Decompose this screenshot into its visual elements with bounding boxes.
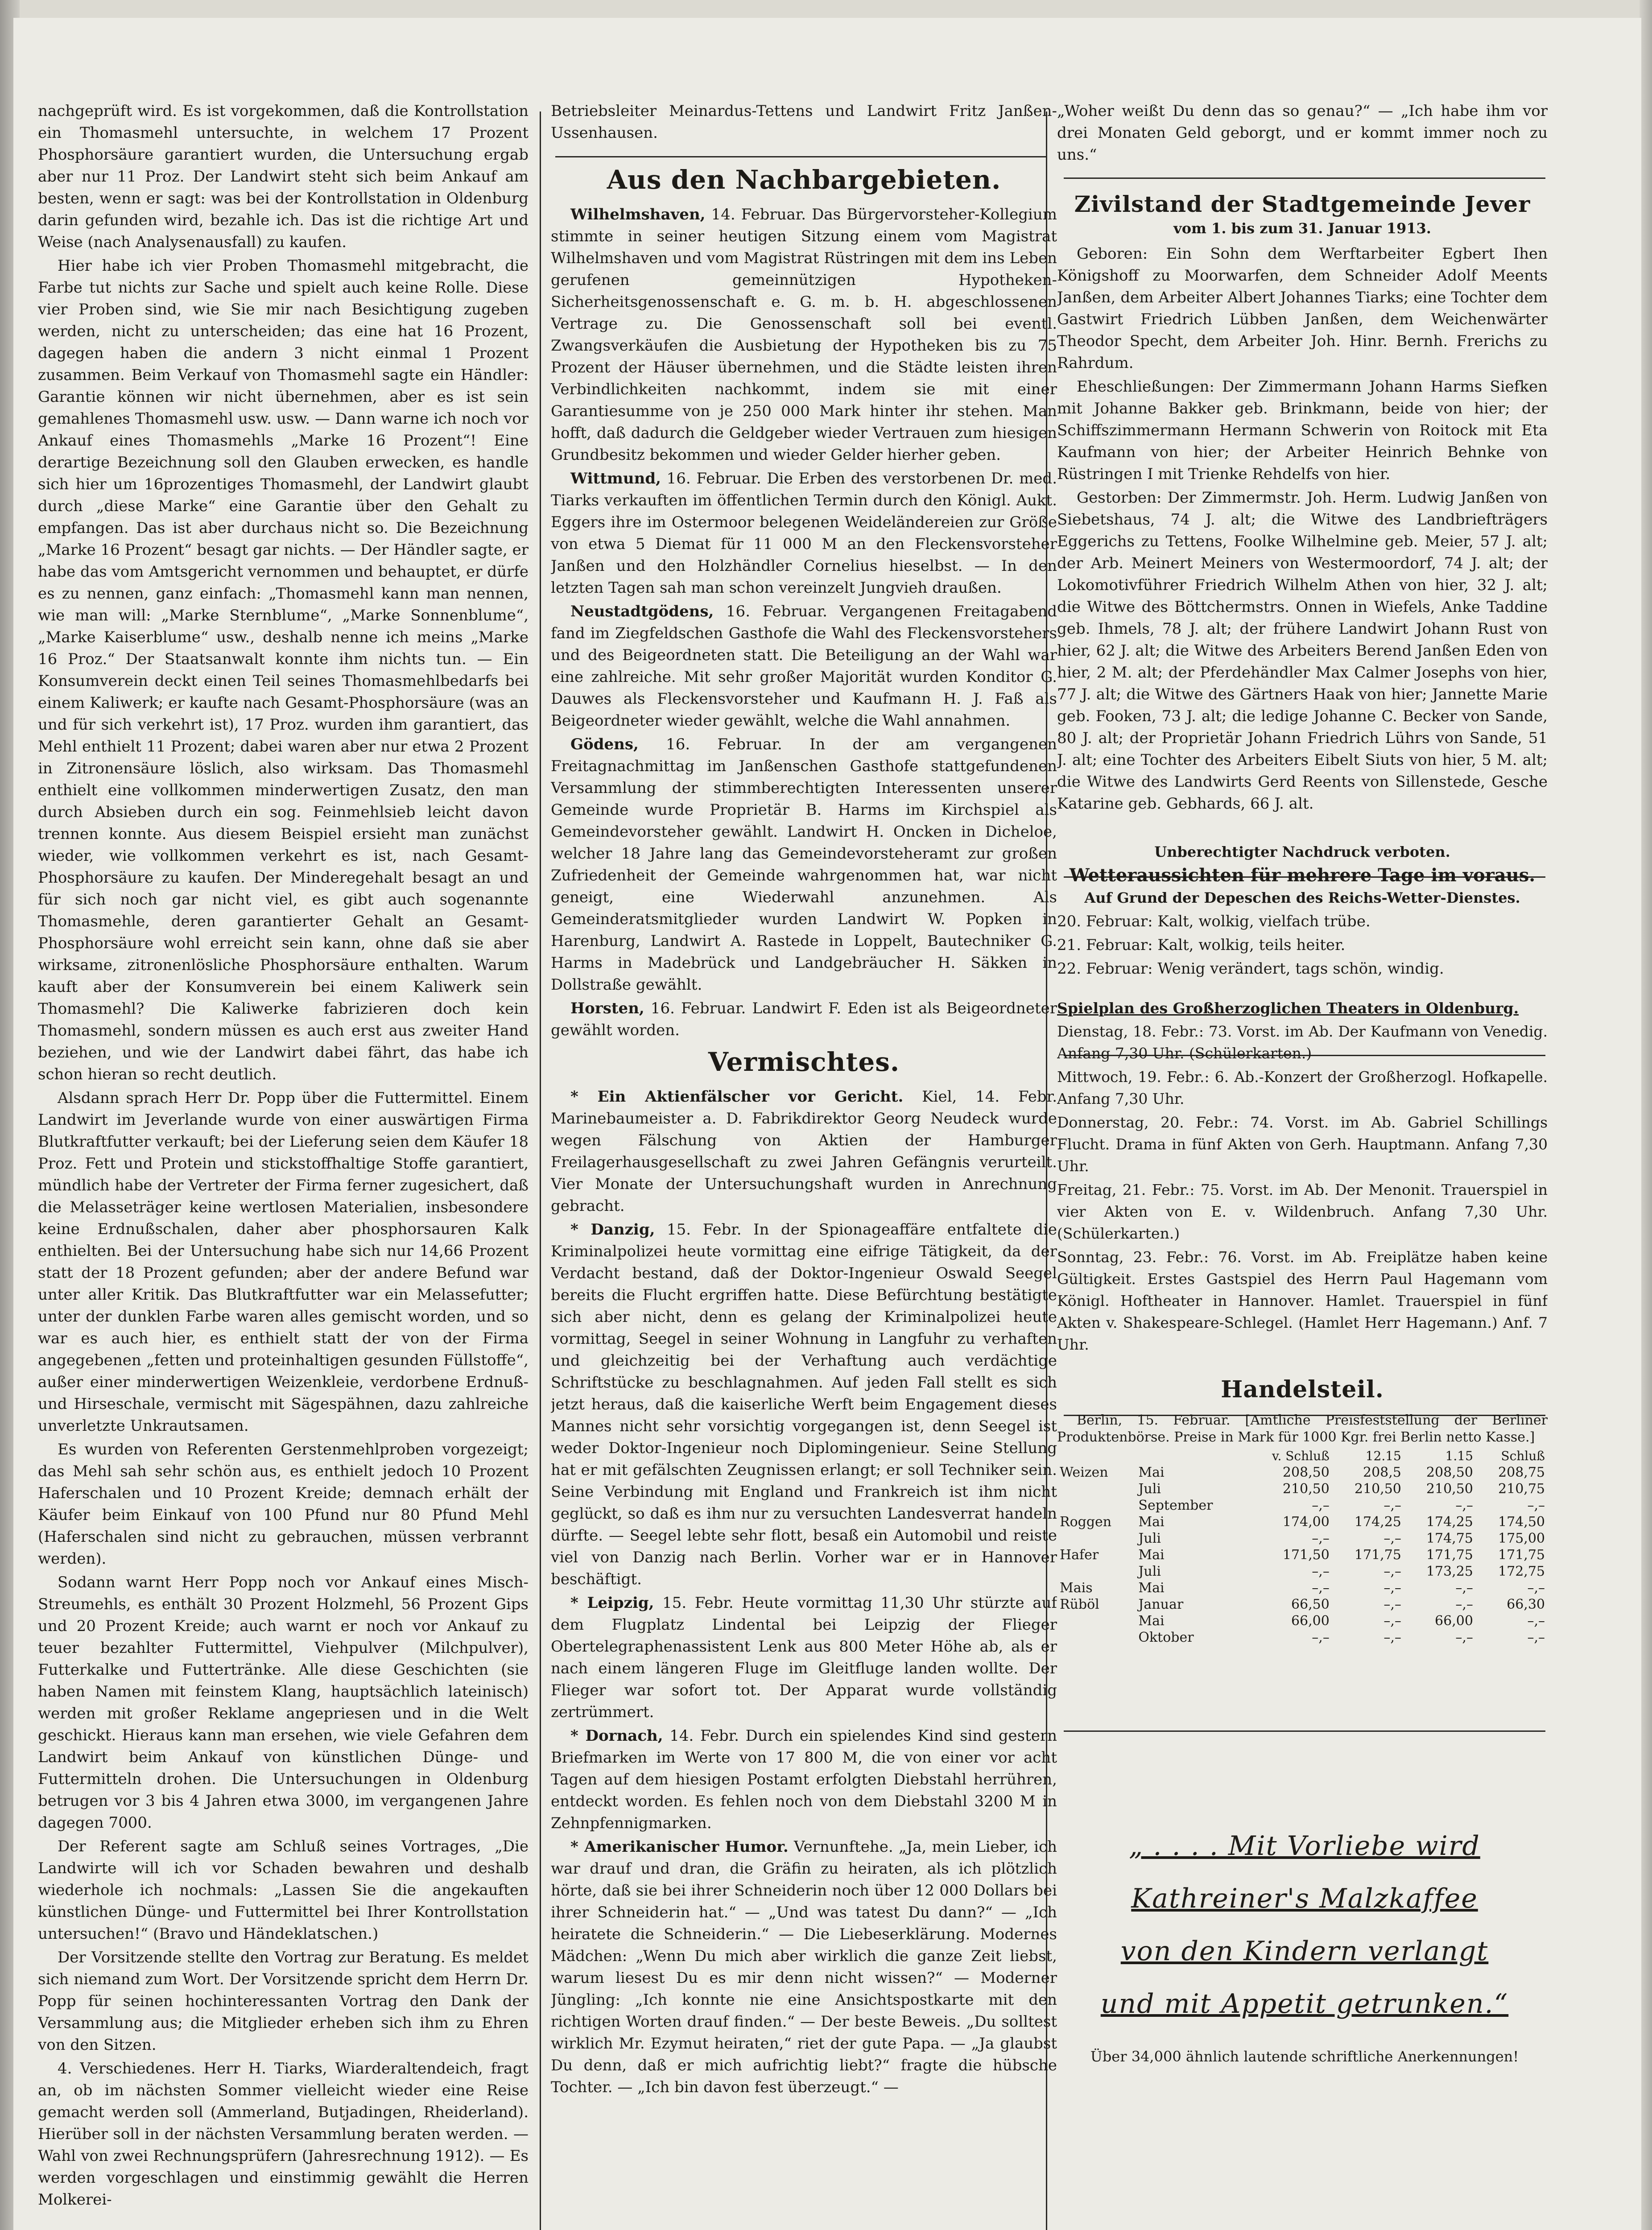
column-middle — [551, 100, 1057, 2100]
delivery-month: Oktober — [1138, 1630, 1194, 1645]
price-cell: 171,75 — [1426, 1547, 1473, 1563]
commodity-name: Mais — [1060, 1580, 1093, 1596]
price-cell: –,– — [1527, 1630, 1545, 1645]
news-item: Wilhelmshaven, 14. Februar. Das Bürgervorsteher-Kollegium stimmte in seiner heutigen Sitzung einem vom Magistrat Wilhelmshaven und vom Magistrat Rüstringen mit dem ins Leben gerufenen gemeinnützigen Hypotheken-Sicherheitsgenossenschaft e. G. m. b. H. abgeschlossenen Vertrage zu. Die Genossenschaft soll bei eventl. Zwangsverkäufen die Ausbietung der Hypotheken bis zu 75 Prozent der Häuser übernehmen, und die Städte leisten ihren Verbindlichkeiten nachkommt, indem sie mit einer Garantiesumme von je 250 000 Mark hinter ihr stehen. Man hofft, daß dadurch die Geldgeber wieder Vertrauen zum hiesigen Grundbesitz bekommen und wieder Gelder hierher geben. — [551, 206, 1057, 464]
price-row — [1057, 1481, 1548, 1497]
price-cell: 208,50 — [1282, 1465, 1330, 1480]
price-cell: 174,75 — [1426, 1531, 1473, 1546]
registry-paragraph: Gestorben: Der Zimmermstr. Joh. Herm. Ludwig Janßen von Siebetshaus, 74 J. alt; die Witwe des Landbriefträgers Eggerichs zu Tettens, Foolke Wilhelmine geb. Meier, 57 J. alt; der Arb. Meinert Meiners von Westermoordorf, 74 J. alt; der Lokomotivführer Friedrich Wilhelm Athen von hier, 32 J. alt; die Witwe des Böttchermstrs. Onnen in Wiefels, Anke Taddine geb. Ihmels, 78 J. alt; der frühere Landwirt Johann Rust von hier, 62 J. alt; die Witwe des Arbeiters Berend Janßen Eden von hier, 2 M. alt; der Pferdehändler Max Calmer Josephs von hier, 77 J. alt; die Witwe des Gärtners Haak von hier; Jannette Marie geb. Fooken, 73 J. alt; die ledige Johanne C. Becker von Sande, 80 J. alt; der Proprietär Johann Friedrich Lührs von Sande, 51 J. alt; eine Tochter des Arbeiters Eibelt Siuts von hier, 5 M. alt; die Witwe des Landwirts Gerd Reents von Sillenstede, Gesche Katarine geb. Gebhards, 66 J. alt. — [1057, 489, 1548, 813]
price-cell: –,– — [1384, 1498, 1401, 1513]
news-item: * Leipzig, 15. Febr. Heute vormittag 11,30 Uhr stürzte auf dem Flugplatz Lindental bei Leipzig der Flieger Obertelegraphenassistent Lenk aus 800 Meter Höhe ab, als er nach einem längeren Fluge im Gleitfluge landen wollte. Der Flieger war sofort tot. Der Apparat wurde vollständig zertrümmert. — [551, 1594, 1057, 1721]
ad-footer: Über 34,000 ähnlich lautende schriftliche Anerkennungen! — [1090, 2048, 1519, 2065]
scan-right-edge — [1640, 0, 1652, 2230]
news-item: Gödens, 16. Februar. In der am vergangenen Freitagnachmittag im Janßenschen Gasthofe stattgefundenen Versammlung der stimmberechtigten Interessenten unserer Gemeinde wurde Proprietär B. Harms im Kirchspiel als Gemeindevorsteher gewählt. Landwirt H. Oncken in Dicheloe, welcher 18 Jahre lang das Gemeindevorsteheramt zur großen Zufriedenheit der Gemeinde wahrgenommen hat, war nicht geneigt, eine Wiederwahl anzunehmen. Als Gemeinderatsmitglieder wurden Landwirt W. Popken in Harenburg, Landwirt A. Rastede in Loppelt, Bautechniker G. Harms in Madebrück und Landgebräucher H. Säkken in Dollstraße gewählt. — [551, 735, 1057, 994]
commodity-name — [1057, 1481, 1136, 1497]
article-paragraph: Hier habe ich vier Proben Thomasmehl mitgebracht, die Farbe tut nichts zur Sache und spielt auch keine Rolle. Diese vier Proben sind, wie Sie mir nach Besichtigung zugeben werden, nicht zu unterscheiden; das eine hat 16 Prozent, dagegen haben die andern 3 nicht einmal 1 Prozent zusammen. Beim Verkauf von Thomasmehl sagte ein Händler: Garantie können wir nicht übernehmen, aber es ist sein gemahlenes Thomasmehl usw. usw. — Dann warne ich noch vor Ankauf eines Thomasmehls „Marke 16 Prozent“! Eine derartige Bezeichnung soll den Glauben erwecken, es handle sich hier um 16prozentiges Thomasmehl, der Landwirt glaubt durch „diese Marke“ eine Garantie über den Gehalt zu empfangen. Das ist aber durchaus nicht so. Die Bezeichnung „Marke 16 Prozent“ besagt gar nichts. — Der Händler sagte, er habe das vom Amtsgericht vernommen und behauptet, er dürfe es zu nennen, ganz einfach: „Thomasmehl kann man nennen, wie man will: „Marke Sternblume“, „Marke Sonnenblume“, „Marke Kaiserblume“ usw., deshalb nenne ich meins „Marke 16 Proz.“ Der Staatsanwalt konnte ihm nichts tun. — Ein Konsumverein deckt einen Teil seines Thomasmehlbedarfs bei einem Kaliwerk; er kaufte nach Gesamt-Phosphorsäure (was an und für sich verkehrt ist), 17 Proz. wurden ihm garantiert, das Mehl enthielt 11 Prozent; dabei waren aber nur etwa 2 Prozent in Zitronensäure löslich, also wirksam. Das Thomasmehl enthielt eine vollkommen minderwertigen Zusatz, den man durch Absieben durch ein sog. Feinmehlsieb leicht davon trennen konnte. Aus diesem Beispiel ersieht man zunächst wieder, wie vollkommen verkehrt es ist, nach Gesamt-Phosphorsäure zu kaufen. Der Minderegehalt besagt an und für sich noch gar nicht viel, es gibt auch sogenannte Thomasmehle, deren garantierter Gehalt an Gesamt-Phosphorsäure wohl erreicht sein kann, ohne daß sie aber wirksame, zitronenlösliche Phosphorsäure enthalten. Warum kauft aber der Konsumverein bei einem Kaliwerk sein Thomasmehl? Die Kaliwerke fabrizieren doch kein Thomasmehl, sondern müssen es auch erst aus zweiter Hand beziehen, und wie der Landwirt dabei fährt, das habe ich schon hieran so recht deutlich. — [38, 257, 529, 1083]
section-heading-vermischtes: Vermischtes. — [708, 1047, 900, 1077]
column-left — [38, 100, 529, 2213]
delivery-month: Mai — [1138, 1514, 1165, 1530]
ad-text-line: und mit Appetit getrunken.“ — [1100, 1988, 1509, 2019]
news-dateline: Wittmund, — [570, 470, 661, 487]
price-cell: –,– — [1455, 1580, 1473, 1596]
delivery-month: September — [1138, 1498, 1213, 1513]
price-cell: 173,25 — [1426, 1564, 1473, 1579]
price-cell: 171,75 — [1498, 1547, 1545, 1563]
news-dateline: Horsten, — [570, 999, 644, 1017]
article-paragraph: Es wurden von Referenten Gerstenmehlproben vorgezeigt; das Mehl sah sehr schön aus, es enthielt jedoch 10 Prozent Haferschalen und 10 Prozent Kreide; demnach erhält der Käufer beim Einkauf von 100 Pfund nur 80 Pfund Mehl (Haferschalen sind nicht zu gebrauchen, müssen verbrannt werden). — [38, 1441, 529, 1568]
price-row — [1057, 1563, 1548, 1580]
section-rule — [1064, 1730, 1545, 1732]
price-cell: 174,25 — [1426, 1514, 1473, 1530]
weather-forecast-line: 21. Februar: Kalt, wolkig, teils heiter. — [1057, 936, 1346, 954]
price-cell: –,– — [1312, 1498, 1330, 1513]
price-cell: –,– — [1384, 1613, 1401, 1629]
news-item: * Danzig, 15. Febr. In der Spionageaffäre entfaltete die Kriminalpolizei heute vormittag eine eifrige Tätigkeit, da der Verdacht bestand, daß der Doktor-Ingenieur Oswald Seegel bereits die Flucht ergriffen hatte. Diese Befürchtung bestätigte sich aber nicht, denn es gelang der Kriminalpolizei heute vormittag, Seegel in seiner Wohnung in Langfuhr zu verhaften und gleichzeitig bei der Verhaftung auch verdächtige Schriftstücke zu beschlagnahmen. Auf jeden Fall stellt es sich jetzt heraus, daß die kaiserliche Werft beim Engagement dieses Mannes nicht sehr vorsichtig vorgegangen ist, denn Seegel ist weder Doktor-Ingenieur noch Diplomingenieur. Seine Stellung hat er mit gefälschten Zeugnissen erlangt; er soll Techniker sein. Seine Verbindung mit England und Frankreich ist ihm nicht geglückt, so daß es ihm nur zu versuchten Landesverrat handeln dürfte. — Seegel lebte sehr flott, besaß ein Automobil und reiste viel von Danzig nach Berlin. Vorher war er in Hannover beschäftigt. — [551, 1221, 1057, 1588]
section-subheading: vom 1. bis zum 31. Januar 1913. — [1173, 220, 1431, 237]
column-right — [1057, 100, 1548, 1646]
news-item: * Dornach, 14. Febr. Durch ein spielendes Kind sind gestern Briefmarken im Werte von 17 800 M, die von einer vor acht Tagen auf dem hiesigen Postamt erfolgten Diebstahl herrühren, entdeckt worden. Es fehlen noch von dem Diebstahl 3200 M in Zehnpfennigmarken. — [551, 1727, 1057, 1832]
weather-forecast-line: 22. Februar: Wenig verändert, tags schön, windig. — [1057, 960, 1444, 978]
price-cell: 66,00 — [1291, 1613, 1330, 1629]
price-cell: –,– — [1312, 1630, 1330, 1645]
news-dateline: Wilhelmshaven, — [570, 206, 706, 223]
theater-schedule-entry: Sonntag, 23. Febr.: 76. Vorst. im Ab. Freiplätze haben keine Gültigkeit. Erstes Gastspiel des Herrn Paul Hagemann vom Königl. Hoftheater in Hannover. Hamlet. Trauerspiel in fünf Akten v. Shakespeare-Schlegel. (Hamlet Herr Hagemann.) Anf. 7 Uhr. — [1057, 1248, 1548, 1353]
price-cell: –,– — [1527, 1613, 1545, 1629]
price-cell: 210,50 — [1282, 1481, 1330, 1497]
news-item: Horsten, 16. Februar. Landwirt F. Eden ist als Beigeordneter gewählt worden. — [551, 999, 1057, 1039]
theater-schedule-entry: Mittwoch, 19. Febr.: 6. Ab.-Konzert der Großherzogl. Hofkapelle. Anfang 7,30 Uhr. — [1057, 1068, 1548, 1107]
price-row — [1057, 1629, 1548, 1646]
theater-schedule-entry: Dienstag, 18. Febr.: 73. Vorst. im Ab. Der Kaufmann von Venedig. Anfang 7,30 Uhr. (Schülerkarten.) — [1057, 1023, 1548, 1062]
price-row — [1057, 1464, 1548, 1481]
article-paragraph: Der Vorsitzende stellte den Vortrag zur Beratung. Es meldet sich niemand zum Wort. Der Vorsitzende spricht dem Herrn Dr. Popp für seinen hochinteressanten Vortrag den Dank der Versammlung aus; die Mitglieder erheben sich ihm zu Ehren von den Sitzen. — [38, 1949, 529, 2054]
delivery-month: Mai — [1138, 1465, 1165, 1480]
price-cell: 172,75 — [1498, 1564, 1545, 1579]
price-cell: 208,5 — [1363, 1465, 1401, 1480]
commodity-name — [1057, 1530, 1136, 1547]
price-cell: 171,75 — [1354, 1547, 1401, 1563]
ad-text-line: „ . . . . Mit Vorliebe wird — [1129, 1830, 1480, 1862]
news-dateline: * Leipzig, — [570, 1594, 654, 1612]
price-cell: 210,50 — [1426, 1481, 1473, 1497]
price-cell: –,– — [1455, 1630, 1473, 1645]
delivery-month: Januar — [1138, 1597, 1184, 1612]
article-continuation: Betriebsleiter Meinardus-Tettens und Landwirt Fritz Janßen-Ussenhausen. — [551, 102, 1057, 142]
price-table-header — [1057, 1448, 1548, 1464]
ad-text-line: von den Kindern verlangt — [1120, 1936, 1489, 1967]
column-header: 12.15 — [1365, 1449, 1401, 1463]
price-cell: 66,30 — [1507, 1597, 1545, 1612]
price-cell: 210,75 — [1498, 1481, 1545, 1497]
column-rule — [540, 112, 541, 2230]
commodity-name: Rüböl — [1060, 1597, 1099, 1612]
section-heading-wetter: Wetteraussichten für mehrere Tage im voraus. — [1069, 865, 1536, 886]
article-paragraph: Sodann warnt Herr Popp noch vor Ankauf eines Misch-Streumehls, es enthält 30 Prozent Holzmehl, 56 Prozent Gips und 20 Prozent Kreide; auch warnt er noch vor Ankauf zu teuer bezahlter Futtermittel, Viehpulver (Milchpulver), Futterkalke und Futtertränke. Alle diese Geschichten (sie haben Namen mit feinstem Klang, hauptsächlich lateinisch) werden mit großer Reklame angepriesen und in die Welt geschickt. Hieraus kann man ersehen, wie viele Gefahren dem Landwirt beim Ankauf von künstlichen Dünge- und Futtermitteln drohen. Die Untersuchungen in Oldenburg betrugen vor 3 bis 4 Jahren etwa 3000, im vergangenen Jahre dagegen 7000. — [38, 1573, 529, 1832]
news-dateline: * Amerikanischer Humor. — [570, 1838, 789, 1856]
market-intro: Berlin, 15. Februar. [Amtliche Preisfeststellung der Berliner Produktenbörse. Preise in Mark für 1000 Kgr. frei Berlin netto Kasse.] — [1057, 1412, 1548, 1445]
news-dateline: * Ein Aktienfälscher vor Gericht. — [570, 1088, 904, 1106]
news-item: Neustadtgödens, 16. Februar. Vergangenen Freitagabend fand im Ziegfeldschen Gasthofe die Wahl des Fleckensvorstehers und des Beigeordneten statt. Die Beteiligung an der Wahl war eine zahlreiche. Mit sehr großer Majorität wurden Konditor G. Dauwes als Fleckensvorsteher und Kaufmann H. J. Faß als Beigeordneter wieder gewählt, welche die Wahl annahmen. — [551, 603, 1057, 730]
theater-schedule-entry: Donnerstag, 20. Febr.: 74. Vorst. im Ab. Gabriel Schillings Flucht. Drama in fünf Akten von Gerh. Hauptmann. Anfang 7,30 Uhr. — [1057, 1114, 1548, 1175]
column-header: Schluß — [1501, 1449, 1545, 1463]
news-item: Wittmund, 16. Februar. Die Erben des verstorbenen Dr. med. Tiarks verkauften im öffentlichen Termin durch den Königl. Aukt. Eggers ihre im Ostermoor belegenen Weideländereien zur Größe von etwa 5 Diemat für 11 000 M an den Fleckensvorsteher Janßen und den Holzhändler Cornelius hieselbst. — In den letzten Tagen sah man schon vereinzelt Jungvieh draußen. — [551, 470, 1057, 597]
reprint-notice: Unberechtigter Nachdruck verboten. — [1154, 843, 1450, 860]
price-cell: 175,00 — [1498, 1531, 1545, 1546]
delivery-month: Juli — [1138, 1481, 1161, 1497]
delivery-month: Mai — [1138, 1613, 1165, 1629]
commodity-name: Roggen — [1060, 1514, 1112, 1530]
commodity-name — [1057, 1497, 1136, 1514]
article-paragraph: Alsdann sprach Herr Dr. Popp über die Futtermittel. Einem Landwirt im Jeverlande wurde von einer auswärtigen Firma Blutkraftfutter verkauft; bei der Lieferung seien dem Käufer 18 Proz. Fett und Protein und stickstoffhaltige Stoffe garantiert, mündlich habe der Vertreter der Firma ferner zugesichert, daß die Melasseträger keine wertlosen Materialien, insbesondere keine Erdnußschalen, daher aber phosphorsauren Kalk enthielten. Bei der Untersuchung habe sich nur 14,66 Prozent statt der 18 Prozent gefunden; aber der andere Befund war unter aller Kritik. Das Blutkraftfutter war ein Melassefutter; unter der dunklen Farbe waren alles gemischt worden, und so war es auch hier, es enthielt statt der von der Firma angegebenen „fetten und proteinhaltigen gesunden Füllstoffe“, außer einer minderwertigen Weizenkleie, verdorbene Erdnuß- und Hirseschale, vermischt mit Sägespähnen, dazu zahlreiche unverletzte Unkrautsamen. — [38, 1089, 529, 1435]
column-header: v. Schluß — [1272, 1449, 1330, 1463]
price-cell: –,– — [1527, 1580, 1545, 1596]
price-row — [1057, 1613, 1548, 1629]
price-cell: –,– — [1455, 1498, 1473, 1513]
section-heading-handelsteil: Handelsteil. — [1221, 1376, 1384, 1403]
price-cell: –,– — [1312, 1564, 1330, 1579]
price-cell: 174,25 — [1354, 1514, 1401, 1530]
price-cell: 66,00 — [1435, 1613, 1473, 1629]
price-row — [1057, 1596, 1548, 1613]
news-dateline: * Danzig, — [570, 1221, 655, 1239]
article-continuation: „Woher weißt Du denn das so genau?“ — „Ich habe ihm vor drei Monaten Geld geborgt, und er kommt immer noch zu uns.“ — [1057, 102, 1548, 164]
delivery-month: Juli — [1138, 1564, 1161, 1579]
price-cell: 208,75 — [1498, 1465, 1545, 1480]
news-dateline: * Dornach, — [570, 1727, 663, 1745]
price-row — [1057, 1547, 1548, 1563]
price-cell: –,– — [1384, 1564, 1401, 1579]
news-item: * Ein Aktienfälscher vor Gericht. Kiel, 14. Febr. Marinebaumeister a. D. Fabrikdirektor Georg Neudeck wurde wegen Fälschung von Aktien der Hamburger Freilagerhausgesellschaft zu zwei Jahren Gefängnis verurteilt. Vier Monate der Untersuchungshaft wurden in Anrechnung gebracht. — [551, 1088, 1057, 1215]
theater-schedule-entry: Freitag, 21. Febr.: 75. Vorst. im Ab. Der Menonit. Trauerspiel in vier Akten von E. v. Wildenbruch. Anfang 7,30 Uhr. (Schülerkarten.) — [1057, 1181, 1548, 1242]
column-header: 1.15 — [1445, 1449, 1473, 1463]
news-item: * Amerikanischer Humor. Vernunftehe. „Ja, mein Lieber, ich war drauf und dran, die Gräfin zu heiraten, als ich plötzlich hörte, daß sie bei ihrer Schneiderin noch über 12 000 Dollars bei ihrer Schneiderin hat.“ — „Und was tatest Du dann?“ — „Ich heiratete die Schneiderin.“ — Die Liebeserklärung. Modernes Mädchen: „Wenn Du mich aber wirklich die ganze Zeit liebst, warum liesest Du es mir denn nicht wissen?“ — Moderner Jüngling: „Ich konnte nie eine Ansichtspostkarte mit den richtigen Worten drauf finden.“ — Der beste Beweis. „Du solltest wirklich Mr. Ezymut heiraten,“ riet der gute Papa. — „Ja glaubst Du denn, daß er mich aufrichtig liebt?“ fragte die hübsche Tochter. — „Ich bin davon fest überzeugt.“ — — [551, 1838, 1057, 2096]
price-row — [1057, 1514, 1548, 1530]
price-cell: –,– — [1384, 1531, 1401, 1546]
commodity-name: Weizen — [1060, 1465, 1108, 1480]
price-cell: –,– — [1384, 1597, 1401, 1612]
ad-text-line: Kathreiner's Malzkaffee — [1131, 1883, 1478, 1914]
delivery-month: Juli — [1138, 1531, 1161, 1546]
price-cell: 174,00 — [1282, 1514, 1330, 1530]
price-row — [1057, 1530, 1548, 1547]
price-cell: –,– — [1312, 1531, 1330, 1546]
price-cell: 171,50 — [1282, 1547, 1330, 1563]
commodity-name: Hafer — [1060, 1547, 1099, 1563]
registry-paragraph: Geboren: Ein Sohn dem Werftarbeiter Egbert Ihen Königshoff zu Moorwarfen, dem Schneider Adolf Meents Janßen, dem Arbeiter Albert Johannes Tiarks; eine Tochter dem Gastwirt Friedrich Lübben Janßen, dem Weichenwärter Theodor Specht, dem Arbeiter Joh. Hinr. Bernh. Frerichs zu Rahrdum. — [1057, 245, 1548, 372]
price-row — [1057, 1497, 1548, 1514]
delivery-month: Mai — [1138, 1580, 1165, 1596]
commodity-name — [1057, 1563, 1136, 1580]
section-heading-spielplan: Spielplan des Großherzoglichen Theaters in Oldenburg. — [1057, 999, 1519, 1017]
section-heading-zivilstand: Zivilstand der Stadtgemeinde Jever — [1074, 191, 1531, 217]
article-paragraph: Der Referent sagte am Schluß seines Vortrages, „Die Landwirte will ich vor Schaden bewahren und deshalb wiederhole ich nochmals: „Lassen Sie die angekauften künstlichen Dünge- und Futtermittel bei Ihrer Kontrollstation untersuchen!“ (Bravo und Händeklatschen.) — [38, 1838, 529, 1943]
article-paragraph: nachgeprüft wird. Es ist vorgekommen, daß die Kontrollstation ein Thomasmehl untersuchte, in welchem 17 Prozent Phosphorsäure garantiert wurden, die Untersuchung ergab aber nur 11 Proz. Der Landwirt steht sich beim Ankauf am besten, wenn er sagt: was bei der Kontrollstation in Oldenburg darin gefunden wird, bezahle ich. Das ist die richtige Art und Weise (nach Analysenausfall) zu kaufen. — [38, 102, 529, 251]
price-table — [1057, 1448, 1548, 1646]
price-cell: 208,50 — [1426, 1465, 1473, 1480]
price-cell: –,– — [1527, 1498, 1545, 1513]
news-dateline: Gödens, — [570, 735, 639, 753]
price-cell: –,– — [1312, 1580, 1330, 1596]
commodity-name — [1057, 1629, 1136, 1646]
article-paragraph: 4. Verschiedenes. Herr H. Tiarks, Wiarderaltendeich, fragt an, ob im nächsten Sommer vielleicht wieder eine Reise gemacht werden soll (Ammerland, Butjadingen, Rheiderland). Hierüber soll in der nächsten Versammlung beraten werden. — Wahl von zwei Rechnungsprüfern (Jahresrechnung 1912). — Es werden vorgeschlagen und einstimmig gewählt die Herren Molkerei- — [38, 2060, 529, 2209]
price-cell: –,– — [1384, 1630, 1401, 1645]
price-cell: –,– — [1384, 1580, 1401, 1596]
kathreiner-advertisement — [1064, 1820, 1545, 2110]
price-cell: 174,50 — [1498, 1514, 1545, 1530]
news-dateline: Neustadtgödens, — [570, 603, 714, 620]
delivery-month: Mai — [1138, 1547, 1165, 1563]
price-cell: 66,50 — [1291, 1597, 1330, 1612]
price-row — [1057, 1580, 1548, 1596]
price-cell: 210,50 — [1354, 1481, 1401, 1497]
section-heading-nachbargebiete: Aus den Nachbargebieten. — [607, 165, 1001, 195]
section-subheading: Auf Grund der Depeschen des Reichs-Wetter-Dienstes. — [1084, 889, 1520, 906]
commodity-name — [1057, 1613, 1136, 1629]
registry-paragraph: Eheschließungen: Der Zimmermann Johann Harms Siefken mit Johanne Bakker geb. Brinkmann, beide von hier; der Schiffszimmermann Hermann Schwerin von Roitock mit Eta Kaufmann von hier; der Arbeiter Heinrich Behnke von Rüstringen I mit Trienke Rehdelfs von hier. — [1057, 378, 1548, 483]
price-cell: –,– — [1455, 1597, 1473, 1612]
weather-forecast-line: 20. Februar: Kalt, wolkig, vielfach trübe. — [1057, 913, 1371, 930]
